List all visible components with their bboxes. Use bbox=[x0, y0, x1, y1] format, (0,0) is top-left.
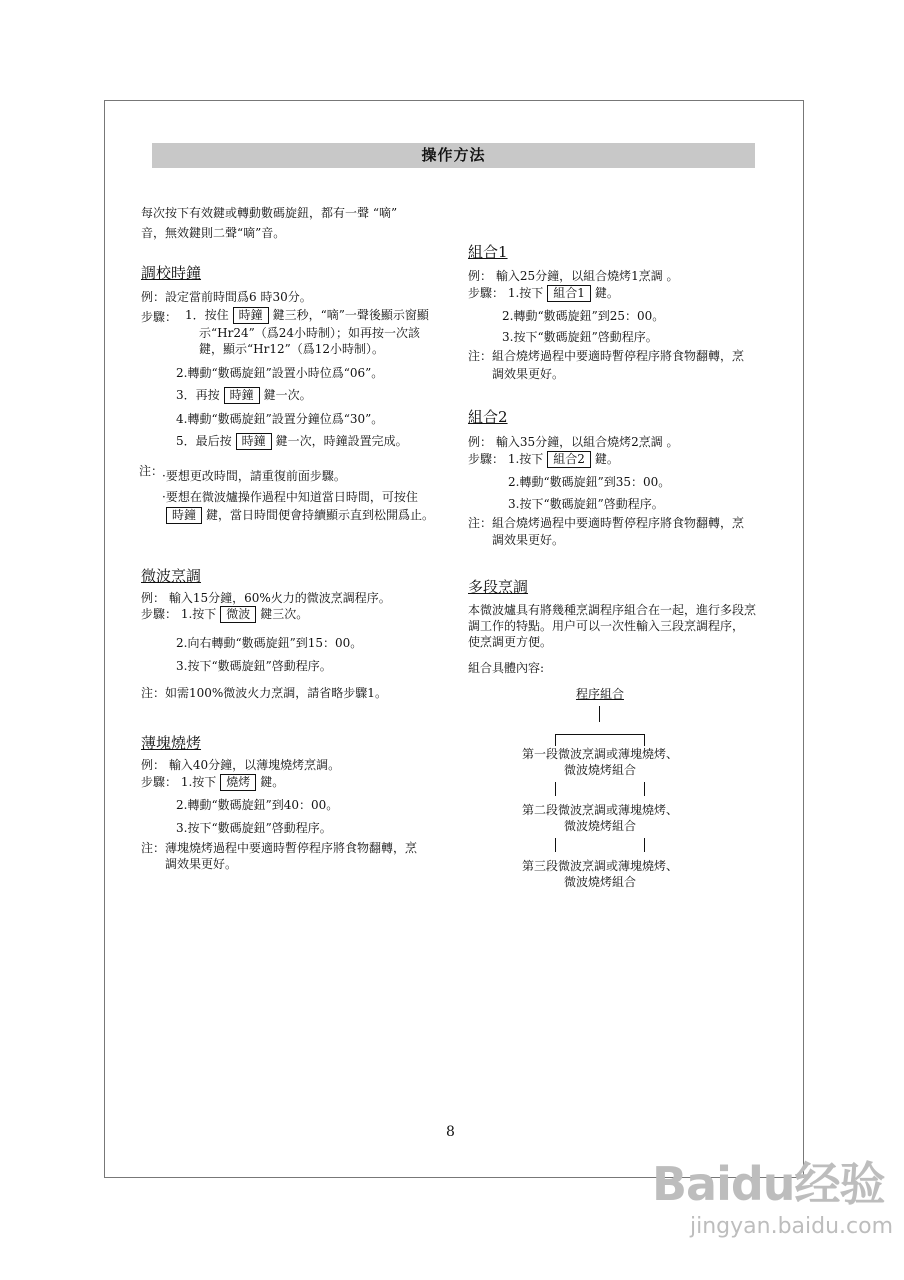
clock-step-2: 2.轉動“數碼旋鈕”設置小時位爲“06”。 bbox=[176, 366, 384, 380]
grill-step-1 bbox=[141, 774, 284, 791]
clock-note-1: ·要想更改時間，請重復前面步驟。 bbox=[162, 469, 346, 483]
clock-step-5-a: 5．最后按 bbox=[176, 434, 232, 448]
combo2-heading: 組合2 bbox=[468, 408, 508, 426]
combo1-step-1-a: 步驟： 1.按下 bbox=[468, 286, 544, 300]
combo1-key: 組合1 bbox=[547, 285, 591, 302]
combo1-step-3: 3.按下“數碼旋鈕”啓動程序。 bbox=[502, 330, 658, 344]
watermark-url: jingyan.baidu.com bbox=[690, 1214, 894, 1239]
combo2-step-2: 2.轉動“數碼旋鈕”到35：00。 bbox=[508, 475, 671, 489]
multi-paragraph-1: 本微波爐具有將幾種烹調程序組合在一起，進行多段烹 bbox=[468, 603, 757, 617]
combo1-step-2: 2.轉動“數碼旋鈕”到25：00。 bbox=[502, 309, 665, 323]
clock-note-3-text: 鍵，當日時間便會持續顯示直到松開爲止。 bbox=[206, 508, 435, 522]
microwave-step-1-a: 步驟： 1.按下 bbox=[141, 607, 217, 621]
clock-step-5-b: 鍵一次，時鐘設置完成。 bbox=[275, 434, 408, 448]
grill-note-1: 注：薄塊燒烤過程中要適時暫停程序將食物翻轉，烹 bbox=[141, 841, 418, 855]
combo1-heading: 組合1 bbox=[468, 243, 508, 261]
combo2-key: 組合2 bbox=[547, 451, 591, 468]
grill-example: 例： 輸入40分鐘，以薄塊燒烤烹調。 bbox=[141, 758, 341, 772]
microwave-step-3: 3.按下“數碼旋鈕”啓動程序。 bbox=[176, 659, 332, 673]
multi-heading: 多段烹調 bbox=[468, 578, 529, 596]
microwave-step-1 bbox=[141, 606, 308, 623]
diagram-connector bbox=[555, 782, 556, 796]
diagram-connector bbox=[644, 782, 645, 796]
grill-step-1-a: 步驟： 1.按下 bbox=[141, 775, 217, 789]
watermark-logo: Baidu经验 bbox=[652, 1157, 885, 1211]
grill-step-2: 2.轉動“數碼旋鈕”到40：00。 bbox=[176, 798, 339, 812]
clock-key: 時鐘 bbox=[166, 507, 202, 524]
combo2-note-2: 調效果更好。 bbox=[492, 533, 565, 547]
clock-step-1-a: 1．按住 bbox=[185, 308, 229, 322]
diagram-connector bbox=[644, 734, 645, 746]
multi-content-label: 組合具體內容: bbox=[468, 661, 545, 675]
diagram-stage-3-b: 微波燒烤組合 bbox=[563, 875, 636, 889]
grill-heading: 薄塊燒烤 bbox=[141, 734, 202, 752]
microwave-key: 微波 bbox=[220, 606, 256, 623]
page-title: 操作方法 bbox=[152, 143, 755, 168]
clock-steps-label: 步驟： bbox=[141, 310, 178, 324]
clock-note-label: 注： bbox=[139, 464, 164, 478]
diagram-connector bbox=[599, 706, 600, 722]
clock-step-3-b: 鍵一次。 bbox=[263, 388, 312, 402]
clock-step-1-b: 鍵三秒，“嘀”一聲後顯示窗顯 bbox=[272, 308, 429, 322]
diagram-stage-3-a: 第三段微波烹調或薄塊燒烤、 bbox=[521, 859, 678, 873]
microwave-note: 注：如需100%微波火力烹調，請省略步驟1。 bbox=[141, 686, 387, 700]
grill-step-1-b: 鍵。 bbox=[260, 775, 285, 789]
combo2-step-1-a: 步驟： 1.按下 bbox=[468, 452, 544, 466]
clock-step-1-c: 示“Hr24”（爲24小時制）；如再按一次該 bbox=[199, 326, 421, 340]
combo2-step-1-b: 鍵。 bbox=[594, 452, 619, 466]
multi-paragraph-3: 使烹調更方便。 bbox=[468, 635, 553, 649]
diagram-stage-2-a: 第二段微波烹調或薄塊燒烤、 bbox=[521, 803, 678, 817]
clock-heading: 調校時鐘 bbox=[141, 264, 202, 282]
clock-step-1 bbox=[185, 307, 429, 324]
grill-note-2: 調效果更好。 bbox=[165, 857, 238, 871]
clock-step-5 bbox=[176, 433, 408, 450]
page-number: 8 bbox=[446, 1124, 455, 1140]
microwave-step-2: 2.向右轉動“數碼旋鈕”到15：00。 bbox=[176, 636, 363, 650]
intro-line-1: 每次按下有效鍵或轉動數碼旋鈕，都有一聲 “嘀” bbox=[141, 206, 398, 220]
combo1-note-2: 調效果更好。 bbox=[492, 367, 565, 381]
clock-note-2: ·要想在微波爐操作過程中知道當日時間，可按住 bbox=[162, 490, 418, 504]
clock-key: 時鐘 bbox=[236, 433, 272, 450]
diagram-connector bbox=[555, 734, 645, 735]
clock-step-3-a: 3．再按 bbox=[176, 388, 220, 402]
clock-step-3 bbox=[176, 387, 312, 404]
diagram-stage-1-b: 微波燒烤組合 bbox=[563, 763, 636, 777]
diagram-connector bbox=[555, 838, 556, 852]
combo2-example: 例： 輸入35分鐘，以組合燒烤2烹調 。 bbox=[468, 435, 679, 449]
multi-paragraph-2: 調工作的特點。用户可以一次性輸入三段烹調程序， bbox=[468, 619, 745, 633]
microwave-example: 例： 輸入15分鐘，60%火力的微波烹調程序。 bbox=[141, 591, 391, 605]
combo1-step-1 bbox=[468, 285, 619, 302]
microwave-heading: 微波烹調 bbox=[141, 567, 202, 585]
combo1-note-1: 注：組合燒烤過程中要適時暫停程序將食物翻轉，烹 bbox=[468, 349, 745, 363]
clock-key: 時鐘 bbox=[224, 387, 260, 404]
clock-step-4: 4.轉動“數碼旋鈕”設置分鐘位爲“30”。 bbox=[176, 412, 384, 426]
clock-note-3 bbox=[166, 507, 434, 524]
diagram-connector bbox=[555, 734, 556, 746]
combo1-step-1-b: 鍵。 bbox=[594, 286, 619, 300]
diagram-connector bbox=[644, 838, 645, 852]
grill-key: 燒烤 bbox=[220, 774, 256, 791]
clock-step-1-d: 鍵，顯示“Hr12”（爲12小時制）。 bbox=[199, 342, 385, 356]
clock-key: 時鐘 bbox=[233, 307, 269, 324]
intro-line-2: 音，無效鍵則二聲“嘀”音。 bbox=[141, 226, 286, 240]
combo2-note-1: 注：組合燒烤過程中要適時暫停程序將食物翻轉，烹 bbox=[468, 516, 745, 530]
combo1-example: 例： 輸入25分鐘，以組合燒烤1烹調 。 bbox=[468, 269, 679, 283]
diagram-stage-1-a: 第一段微波烹調或薄塊燒烤、 bbox=[521, 747, 678, 761]
combo2-step-3: 3.按下“數碼旋鈕”啓動程序。 bbox=[508, 497, 664, 511]
diagram-stage-2-b: 微波燒烤組合 bbox=[563, 819, 636, 833]
microwave-step-1-b: 鍵三次。 bbox=[260, 607, 309, 621]
grill-step-3: 3.按下“數碼旋鈕”啓動程序。 bbox=[176, 821, 332, 835]
combo2-step-1 bbox=[468, 451, 619, 468]
diagram-title: 程序組合 bbox=[575, 687, 624, 701]
clock-example: 例：設定當前時間爲6 時30分。 bbox=[141, 290, 312, 304]
